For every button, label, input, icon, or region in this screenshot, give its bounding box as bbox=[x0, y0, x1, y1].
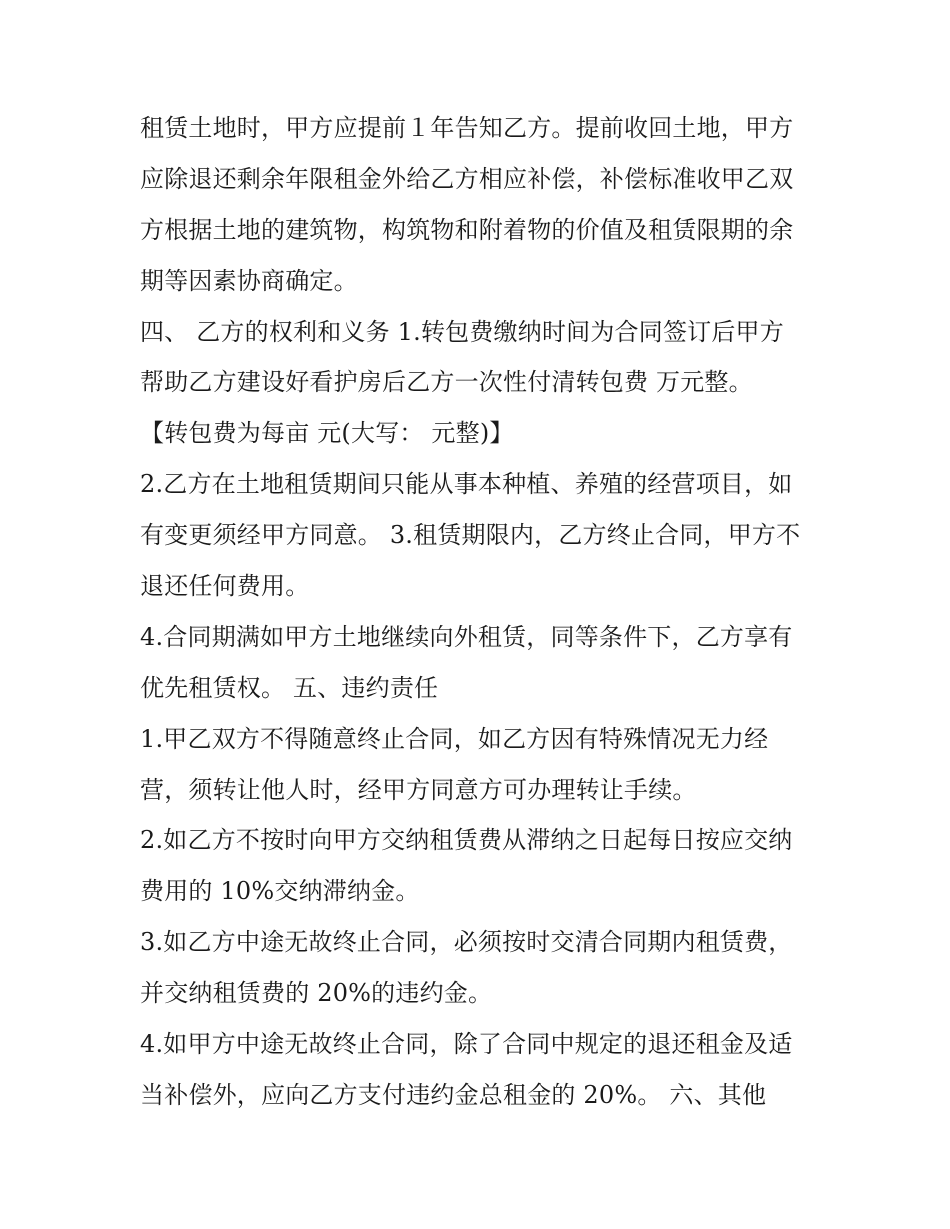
text-line: 退还任何费用。 bbox=[140, 572, 310, 601]
text-line: 应除退还剩余年限租金外给乙方相应补偿，补偿标准收甲乙双 bbox=[140, 164, 794, 193]
text-line: 租赁土地时，甲方应提前１年告知乙方。提前收回土地，甲方 bbox=[140, 114, 794, 142]
text-line: 费用的 10%交纳滞纳金。 bbox=[140, 877, 420, 906]
text-line: 方根据土地的建筑物，构筑物和附着物的价值及租赁限期的余 bbox=[140, 215, 794, 244]
text-line: 3.如乙方中途无故终止合同，必须按时交清合同期内租赁费， bbox=[140, 928, 793, 957]
section-heading-line: 优先租赁权。 五、违约责任 bbox=[140, 673, 439, 702]
text-line: 期等因素协商确定。 bbox=[140, 266, 358, 295]
text-line: 并交纳租赁费的 20%的违约金。 bbox=[140, 979, 493, 1008]
text-line: 营，须转让他人时，经甲方同意方可办理转让手续。 bbox=[140, 775, 697, 804]
text-line: 2.如乙方不按时向甲方交纳租赁费从滞纳之日起每日按应交纳 bbox=[140, 826, 793, 855]
text-line: 有变更须经甲方同意。 3.租赁期限内，乙方终止合同，甲方不 bbox=[140, 521, 801, 550]
document-body bbox=[140, 103, 820, 1121]
text-line: 帮助乙方建设好看护房后乙方一次性付清转包费 万元整。 bbox=[140, 368, 753, 397]
section-heading-line: 四、 乙方的权利和义务 1.转包费缴纳时间为合同签订后甲方 bbox=[140, 317, 784, 346]
text-line: 【转包费为每亩 元(大写： 元整)】 bbox=[140, 419, 514, 448]
text-line: 4.如甲方中途无故终止合同，除了合同中规定的退还租金及适 bbox=[140, 1030, 793, 1059]
text-line: 2.乙方在土地租赁期间只能从事本种植、养殖的经营项目，如 bbox=[140, 470, 793, 499]
text-line: 4.合同期满如甲方土地继续向外租赁，同等条件下，乙方享有 bbox=[140, 622, 793, 651]
text-line: 1.甲乙双方不得随意终止合同，如乙方因有特殊情况无力经 bbox=[140, 724, 769, 753]
section-heading-line: 当补偿外，应向乙方支付违约金总租金的 20%。 六、其他 bbox=[140, 1080, 767, 1109]
